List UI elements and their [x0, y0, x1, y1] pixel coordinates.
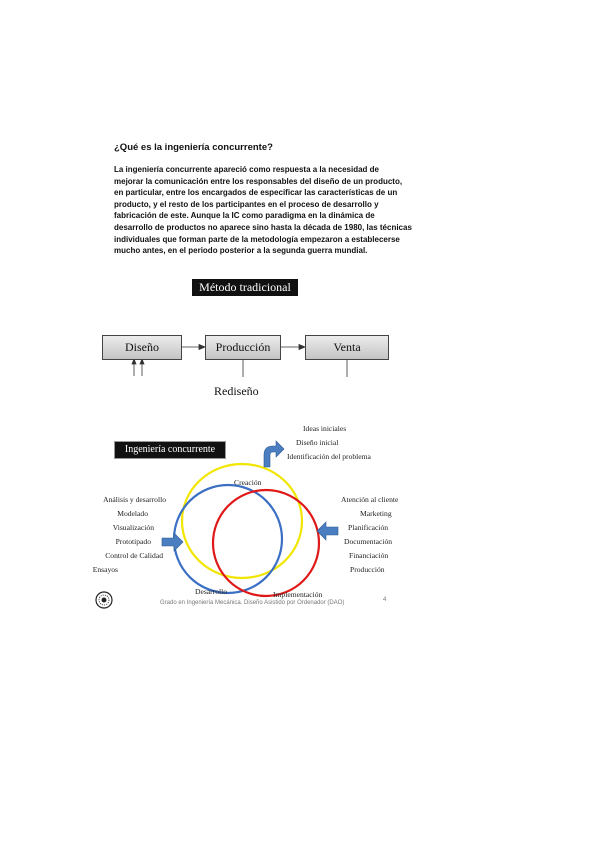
concurrent-engineering-title: Ingeniería concurrente — [114, 441, 226, 459]
university-logo-icon — [96, 592, 112, 608]
top-item: Ideas iniciales — [303, 424, 347, 433]
right-item: Producción — [350, 565, 385, 574]
implementation-label: Implementación — [273, 590, 323, 599]
paragraph-line: desarrollo de productos no aparece sino hasta la década de 1980, las técnicas — [114, 222, 412, 232]
development-label: Desarrollo — [195, 587, 228, 596]
left-item: Control de Calidad — [105, 551, 163, 560]
implementation-circle — [213, 490, 319, 596]
top-item: Diseño inicial — [296, 438, 339, 447]
right-item: Documentación — [344, 537, 393, 546]
paragraph-line: en particular, entre los encargados de especificar las características de un — [114, 188, 398, 198]
right-item: Marketing — [360, 509, 392, 518]
paragraph-line: producto, y el resto de los participantes en el proceso de desarrollo y — [114, 199, 379, 209]
curved-arrow-icon — [264, 441, 284, 467]
right-item: Planificación — [348, 523, 389, 532]
left-item: Ensayos — [92, 565, 118, 574]
paragraph-line: fabricación de este. Aunque la IC como paradigma en la dinámica de — [114, 211, 375, 221]
right-arrow-icon — [317, 522, 338, 540]
left-item: Visualización — [112, 523, 154, 532]
right-item: Financiación — [349, 551, 389, 560]
top-item: Identificación del problema — [287, 452, 371, 461]
sale-step-box: Venta — [305, 335, 389, 360]
section-heading: ¿Qué es la ingeniería concurrente? — [114, 142, 273, 153]
traditional-method-title: Método tradicional — [192, 279, 298, 296]
left-arrow-icon — [162, 533, 183, 551]
paragraph-line: mucho antes, en el periodo posterior a la segunda guerra mundial. — [114, 246, 368, 256]
paragraph-line: mejorar la comunicación entre los responsables del diseño de un producto, — [114, 176, 403, 186]
redesign-label: Rediseño — [214, 384, 259, 398]
page-number: 4 — [383, 597, 387, 603]
right-item: Atención al cliente — [341, 495, 399, 504]
creation-label: Creación — [234, 478, 262, 487]
slide-footer: Grado en Ingeniería Mecánica. Diseño Asistido por Ordenador (DAO) — [160, 600, 345, 606]
design-step-box: Diseño — [102, 335, 182, 360]
paragraph-line: La ingeniería concurrente apareció como respuesta a la necesidad de — [114, 165, 379, 174]
paragraph-line: individuales que forman parte de la metodología empezaron a establecerse — [114, 234, 400, 244]
left-item: Prototipado — [115, 537, 151, 546]
production-step-box: Producción — [205, 335, 281, 360]
left-item: Análisis y desarrollo — [103, 495, 166, 504]
left-item: Modelado — [117, 509, 148, 518]
